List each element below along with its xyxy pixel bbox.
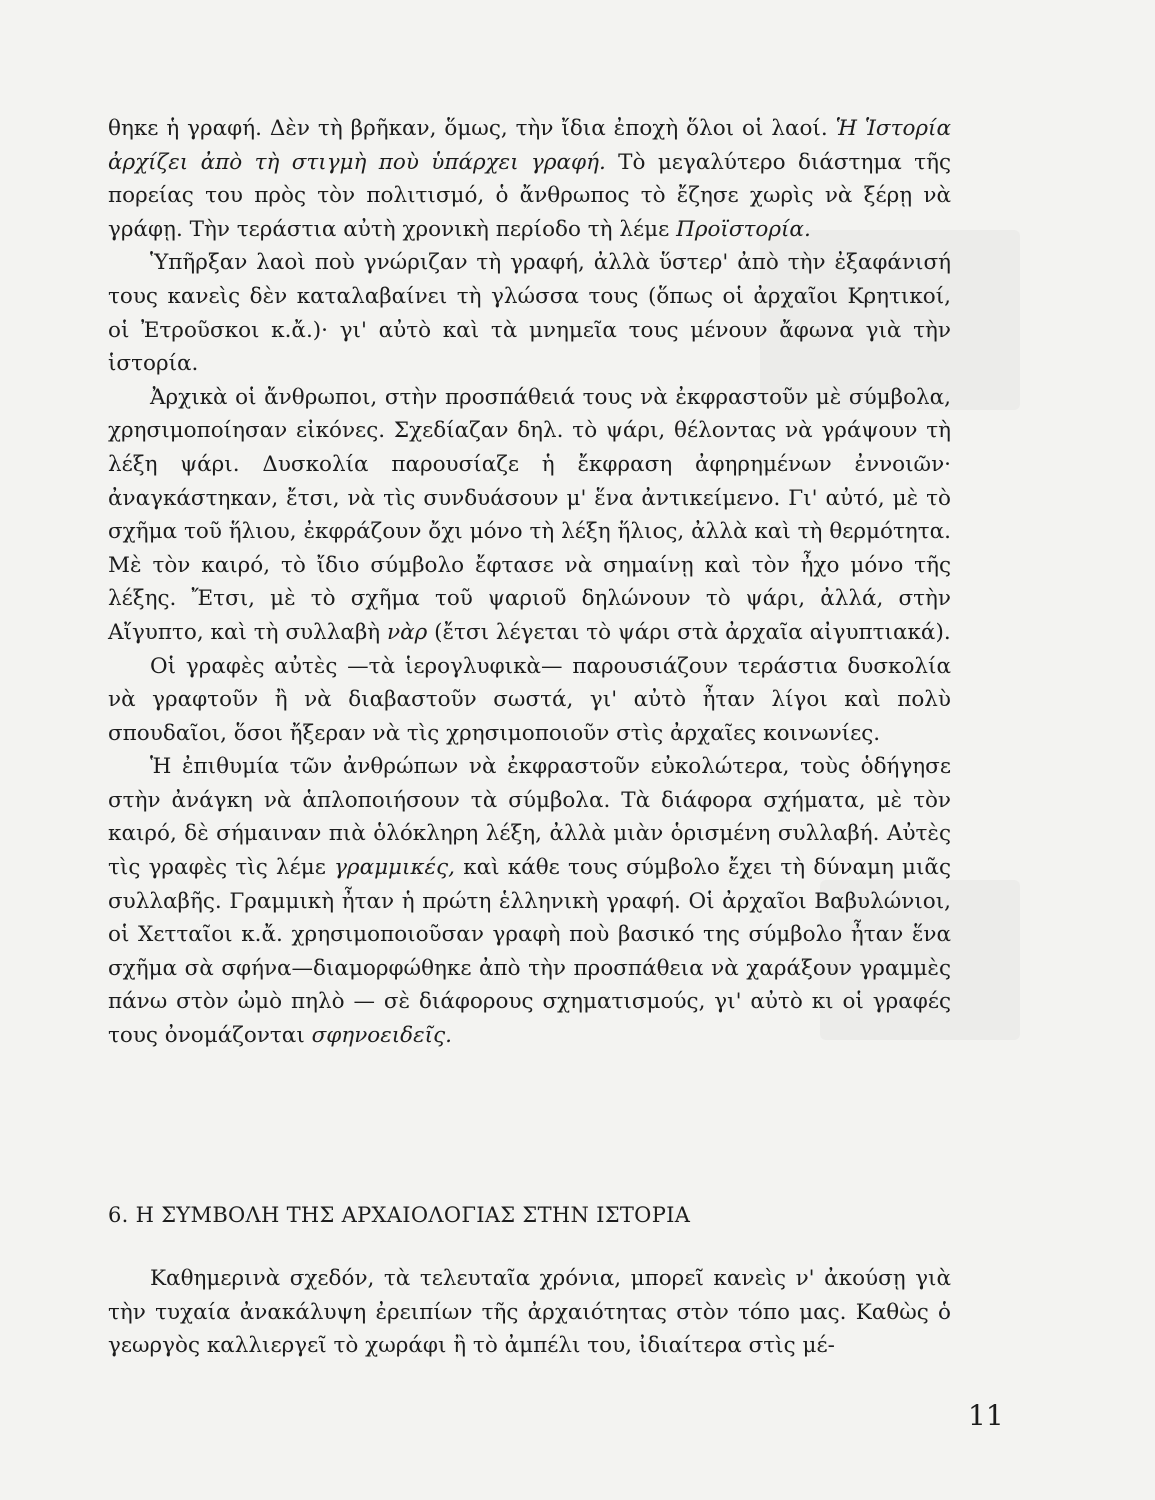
text-run: Ἡ ἐπιθυμία τῶν ἀνθρώπων νὰ ἐκφραστοῦν εὐκολώτερα, τοὺς ὁδήγησε στὴν ἀνάγκη νὰ ἁπλοποιήσουν τὰ σύμβολα. Τὰ διάφορα σχήματα, μὲ τὸν καιρό, δὲ σήμαιναν πιὰ ὁλόκληρη λέξη, ἀλλὰ μιὰν ὁρισμένη συλλαβή. Αὐτὲς τὶς γραφὲς τὶς λέμε bbox=[108, 754, 951, 881]
section-paragraph: Καθημερινὰ σχεδόν, τὰ τελευταῖα χρόνια, μπορεῖ κανεὶς ν' ἀκούσῃ γιὰ τὴν τυχαία ἀνακάλυψη ἐρειπίων τῆς ἀρχαιότητας στὸν τόπο μας. Καθὼς ὁ γεωργὸς καλλιεργεῖ τὸ χωράφι ἢ τὸ ἀμπέλι του, ἰδιαίτερα στὶς μέ- bbox=[108, 1266, 951, 1359]
italic-term: νὰρ bbox=[387, 619, 428, 645]
paragraph bbox=[108, 112, 951, 246]
section-body-text bbox=[108, 1262, 951, 1363]
italic-term: Ἡ Ἱστορία ἀρχίζει ἀπὸ τὴ στιγμὴ ποὺ ὑπάρχει γραφή. bbox=[108, 116, 951, 175]
body-text bbox=[108, 112, 951, 1053]
paragraph bbox=[108, 650, 951, 751]
text-run: Ὑπῆρξαν λαοὶ ποὺ γνώριζαν τὴ γραφή, ἀλλὰ ὕστερ' ἀπὸ τὴν ἐξαφάνισή τους κανεὶς δὲν καταλαβαίνει τὴ γλώσσα τους (ὅπως οἱ ἀρχαῖοι Κρητικοί, οἱ Ἐτροῦσκοι κ.ἄ.)· γι' αὐτὸ καὶ τὰ μνημεῖα τους μένουν ἄφωνα γιὰ τὴν ἱστορία. bbox=[108, 250, 951, 377]
text-run: Τὸ μεγαλύτερο διάστημα τῆς πορείας του πρὸς τὸν πολιτισμό, ὁ ἄνθρωπος τὸ ἔζησε χωρὶς νὰ ξέρῃ νὰ γράφῃ. Τὴν τεράστια αὐτὴ χρονικὴ περίοδο τὴ λέμε bbox=[108, 149, 951, 242]
paragraph bbox=[108, 381, 951, 650]
paragraph bbox=[108, 750, 951, 1052]
text-run: Οἱ γραφὲς αὐτὲς —τὰ ἱερογλυφικὰ— παρουσιάζουν τεράστια δυσκολία νὰ γραφτοῦν ἢ νὰ διαβαστοῦν σωστά, γι' αὐτὸ ἦταν λίγοι καὶ πολὺ σπουδαῖοι, ὅσοι ἤξεραν νὰ τὶς χρησιμοποιοῦν στὶς ἀρχαῖες κοινωνίες. bbox=[108, 653, 951, 746]
text-run: καὶ κάθε τους σύμβολο ἔχει τὴ δύναμη μιᾶς συλλαβῆς. Γραμμικὴ ἦταν ἡ πρώτη ἑλληνικὴ γραφή. Οἱ ἀρχαῖοι Βαβυλώνιοι, οἱ Χετταῖοι κ.ἄ. χρησιμοποιοῦσαν γραφὴ ποὺ βασικό της σύμβολο ἦταν ἕνα σχῆμα σὰ σφήνα—διαμορφώθηκε ἀπὸ τὴν προσπάθεια νὰ χαράξουν γραμμὲς πάνω στὸν ὠμὸ πηλὸ — σὲ διάφορους σχηματισμούς, γι' αὐτὸ κι οἱ γραφές τους ὀνομάζονται bbox=[108, 855, 951, 1049]
section-heading: 6. Η ΣΥΜΒΟΛΗ ΤΗΣ ΑΡΧΑΙΟΛΟΓΙΑΣ ΣΤΗΝ ΙΣΤΟΡΙΑ bbox=[108, 1203, 691, 1227]
italic-term: σφηνοειδεῖς. bbox=[311, 1023, 452, 1049]
text-run: Ἀρχικὰ οἱ ἄνθρωποι, στὴν προσπάθειά τους νὰ ἐκφραστοῦν μὲ σύμβολα, χρησιμοποίησαν εἰκόνες. Σχεδίαζαν δηλ. τὸ ψάρι, θέλοντας νὰ γράψουν τὴ λέξη ψάρι. Δυσκολία παρουσίαζε ἡ ἔκφραση ἀφηρημένων ἐννοιῶν· ἀναγκάστηκαν, ἔτσι, νὰ τὶς συνδυάσουν μ' ἕνα ἀντικείμενο. Γι' αὐτό, μὲ τὸ σχῆμα τοῦ ἥλιου, ἐκφράζουν ὄχι μόνο τὴ λέξη ἥλιος, ἀλλὰ καὶ τὴ θερμότητα. Μὲ τὸν καιρό, τὸ ἴδιο σύμβολο ἔφτασε νὰ σημαίνῃ καὶ τὸν ἦχο μόνο τῆς λέξης. Ἔτσι, μὲ τὸ σχῆμα τοῦ ψαριοῦ δηλώνουν τὸ ψάρι, ἀλλά, στὴν Αἴγυπτο, καὶ τὴ συλλαβὴ bbox=[108, 384, 951, 645]
paragraph bbox=[108, 246, 951, 380]
text-run: θηκε ἡ γραφή. Δὲν τὴ βρῆκαν, ὅμως, τὴν ἴδια ἐποχὴ ὅλοι οἱ λαοί. bbox=[108, 116, 836, 141]
page-number: 11 bbox=[968, 1399, 1004, 1432]
italic-term: Προϊστορία. bbox=[676, 216, 811, 242]
text-run: (ἔτσι λέγεται τὸ ψάρι στὰ ἀρχαῖα αἰγυπτιακά). bbox=[427, 619, 951, 645]
italic-term: γραμμικές, bbox=[334, 855, 455, 881]
